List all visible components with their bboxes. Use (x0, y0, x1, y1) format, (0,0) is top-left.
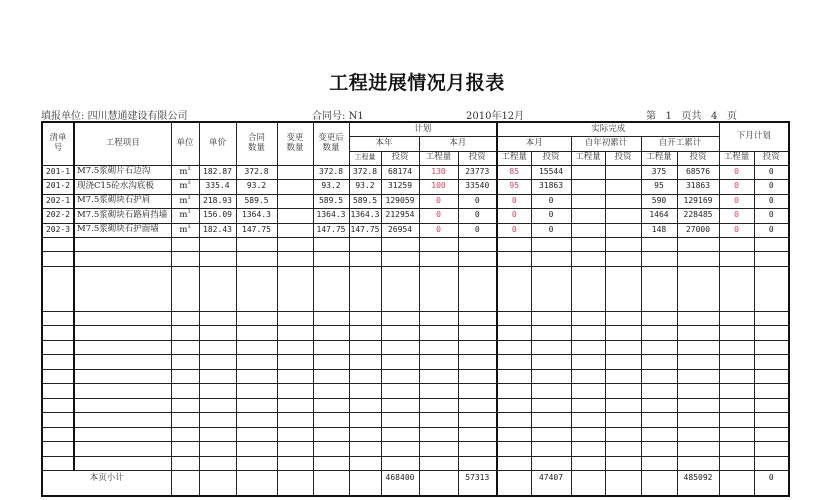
header-plan-month-qty: 工程量 (419, 151, 458, 165)
cell-plan-month-qty: 130 (419, 165, 458, 179)
cell-actual-total-qty: 590 (641, 194, 677, 208)
header-contract-qty: 合同 数量 (236, 122, 277, 165)
cell-price: 156.09 (199, 208, 236, 223)
cell-actual-month-qty: 0 (497, 223, 531, 237)
cell-price: 335.4 (199, 179, 236, 194)
cell-actual-total-qty: 1464 (641, 208, 677, 223)
cell-plan-year-qty: 1364.3 (349, 208, 381, 223)
cell-actual-ytd-invest (605, 194, 641, 208)
cell-item-no: 201-1 (42, 165, 74, 179)
cell-plan-year-invest: 31259 (381, 179, 419, 194)
header-next-invest: 投资 (754, 151, 789, 165)
header-project: 工程项目 (74, 122, 171, 165)
header-actual-ytd: 自年初累计 (571, 136, 641, 151)
cell-actual-total-invest: 228485 (677, 208, 719, 223)
cell-contract-qty: 372.8 (236, 165, 277, 179)
cell-contract-qty: 93.2 (236, 179, 277, 194)
header-actual-month-invest: 投资 (531, 151, 571, 165)
cell-plan-year-qty: 93.2 (349, 179, 381, 194)
header-actual-total: 自开工累计 (641, 136, 719, 151)
empty-row (42, 251, 789, 266)
cell-next-qty: 0 (719, 208, 754, 223)
header-next-qty: 工程量 (719, 151, 754, 165)
cell-plan-year-invest: 129059 (381, 194, 419, 208)
page-suffix: 页 (726, 111, 737, 122)
cell-actual-month-invest: 0 (531, 223, 571, 237)
cell-actual-month-qty: 95 (497, 179, 531, 194)
progress-report-table (41, 121, 790, 497)
empty-row (42, 354, 789, 369)
cell-plan-month-qty: 0 (419, 223, 458, 237)
cell-project: M7.5浆砌块石路肩挡墙 (74, 208, 171, 223)
table-row (42, 208, 789, 223)
filing-unit (41, 107, 188, 122)
cell-actual-total-invest: 27000 (677, 223, 719, 237)
cell-after-change-qty: 1364.3 (313, 208, 349, 223)
header-plan-month-invest: 投资 (458, 151, 497, 165)
cell-project: 现浇C15砼水沟底板 (74, 179, 171, 194)
cell-item-no: 201-2 (42, 179, 74, 194)
filing-unit-label: 填报单位: (41, 111, 85, 122)
cell-plan-month-invest: 23773 (458, 165, 497, 179)
cell-item-no: 202-1 (42, 194, 74, 208)
cell-next-qty: 0 (719, 223, 754, 237)
cell-next-invest: 0 (754, 208, 789, 223)
empty-row (42, 441, 789, 456)
cell-plan-year-qty: 589.5 (349, 194, 381, 208)
cell-item-no: 202-2 (42, 208, 74, 223)
cell-change-qty (277, 179, 313, 194)
filing-unit-value: 四川慧通建设有限公司 (87, 111, 188, 122)
contract-value: N1 (348, 111, 364, 122)
page-prefix: 第 (646, 111, 656, 122)
cell-unit: $m^3$ (171, 165, 199, 179)
subtotal-plan-year-invest: 468400 (381, 470, 419, 496)
cell-actual-month-invest: 0 (531, 194, 571, 208)
empty-row (42, 456, 789, 470)
cell-change-qty (277, 194, 313, 208)
cell-actual-ytd-invest (605, 208, 641, 223)
cell-change-qty (277, 223, 313, 237)
cell-next-qty: 0 (719, 165, 754, 179)
cell-actual-total-invest: 68576 (677, 165, 719, 179)
cell-project: M7.5浆砌块石护肩 (74, 194, 171, 208)
cell-after-change-qty: 372.8 (313, 165, 349, 179)
cell-plan-month-invest: 0 (458, 223, 497, 237)
cell-next-invest: 0 (754, 194, 789, 208)
header-unit: 单位 (171, 122, 199, 165)
empty-row (42, 237, 789, 251)
cell-after-change-qty: 147.75 (313, 223, 349, 237)
empty-row (42, 325, 789, 340)
cell-plan-month-qty: 0 (419, 194, 458, 208)
cell-actual-month-qty: 0 (497, 208, 531, 223)
cell-actual-total-qty: 95 (641, 179, 677, 194)
empty-row (42, 340, 789, 354)
table-row (42, 165, 789, 179)
header-next-month: 下月计划 (719, 122, 789, 151)
cell-actual-ytd-invest (605, 179, 641, 194)
header-item-no: 清单 号 (42, 122, 74, 165)
cell-actual-month-invest: 0 (531, 208, 571, 223)
header-change-qty: 变更 数量 (277, 122, 313, 165)
header-actual-month: 本月 (497, 136, 571, 151)
table-row (42, 194, 789, 208)
cell-actual-total-qty: 375 (641, 165, 677, 179)
cell-next-invest: 0 (754, 179, 789, 194)
cell-after-change-qty: 589.5 (313, 194, 349, 208)
header-plan-year: 本年 (349, 136, 419, 151)
cell-unit: $m^3$ (171, 194, 199, 208)
cell-actual-month-qty: 85 (497, 165, 531, 179)
cell-unit: $m^3$ (171, 223, 199, 237)
header-actual-ytd-qty: 工程量 (571, 151, 605, 165)
cell-plan-year-invest: 68174 (381, 165, 419, 179)
cell-plan-month-qty: 100 (419, 179, 458, 194)
cell-plan-month-invest: 33540 (458, 179, 497, 194)
cell-plan-year-qty: 372.8 (349, 165, 381, 179)
cell-next-qty: 0 (719, 179, 754, 194)
cell-unit: $m^3$ (171, 208, 199, 223)
cell-actual-ytd-invest (605, 223, 641, 237)
page-mid: 页共 (681, 111, 702, 122)
cell-price: 182.43 (199, 223, 236, 237)
cell-contract-qty: 1364.3 (236, 208, 277, 223)
cell-plan-year-invest: 212954 (381, 208, 419, 223)
cell-item-no: 202-3 (42, 223, 74, 237)
subtotal-actual-month-invest: 47407 (531, 470, 571, 496)
cell-plan-year-invest: 26954 (381, 223, 419, 237)
contract-number (312, 107, 364, 122)
cell-next-invest: 0 (754, 223, 789, 237)
cell-plan-month-invest: 0 (458, 194, 497, 208)
cell-price: 182.87 (199, 165, 236, 179)
cell-next-qty: 0 (719, 194, 754, 208)
cell-actual-total-invest: 129169 (677, 194, 719, 208)
subtotal-label: 本页小计 (42, 470, 171, 496)
empty-row (42, 369, 789, 383)
subtotal-row (42, 470, 789, 496)
subtotal-plan-month-invest: 57313 (458, 470, 497, 496)
cell-actual-month-invest: 31863 (531, 179, 571, 194)
header-actual-ytd-invest: 投资 (605, 151, 641, 165)
cell-plan-month-qty: 0 (419, 208, 458, 223)
cell-project: M7.5浆砌块石护面墙 (74, 223, 171, 237)
cell-actual-ytd-qty (571, 194, 605, 208)
empty-row (42, 427, 789, 441)
page-total: 4 (711, 111, 718, 122)
empty-row (42, 398, 789, 412)
header-actual-month-qty: 工程量 (497, 151, 531, 165)
subtotal-actual-total-invest: 485092 (677, 470, 719, 496)
header-price: 单价 (199, 122, 236, 165)
empty-row (42, 383, 789, 398)
header-plan-month: 本月 (419, 136, 497, 151)
table-row (42, 223, 789, 237)
cell-unit: $m^3$ (171, 179, 199, 194)
cell-next-invest: 0 (754, 165, 789, 179)
cell-after-change-qty: 93.2 (313, 179, 349, 194)
empty-row (42, 311, 789, 325)
page-number: 1 (665, 111, 672, 122)
cell-contract-qty: 589.5 (236, 194, 277, 208)
header-actual-total-qty: 工程量 (641, 151, 677, 165)
header-actual: 实际完成 (497, 122, 719, 136)
header-plan: 计划 (349, 122, 497, 136)
cell-plan-month-invest: 0 (458, 208, 497, 223)
report-period: 2010年12月 (466, 111, 525, 122)
empty-row (42, 266, 789, 311)
cell-actual-ytd-qty (571, 208, 605, 223)
cell-actual-month-qty: 0 (497, 194, 531, 208)
cell-project: M7.5浆砌片石边沟 (74, 165, 171, 179)
page-indicator (646, 107, 737, 122)
cell-plan-year-qty: 147.75 (349, 223, 381, 237)
cell-actual-total-invest: 31863 (677, 179, 719, 194)
report-title: 工程进展情况月报表 (329, 72, 505, 94)
cell-actual-ytd-invest (605, 165, 641, 179)
empty-row (42, 412, 789, 427)
cell-actual-ytd-qty (571, 179, 605, 194)
table-row (42, 179, 789, 194)
header-plan-year-qty: 工程量 (349, 151, 381, 165)
cell-actual-ytd-qty (571, 165, 605, 179)
contract-label: 合同号: (312, 111, 346, 122)
cell-change-qty (277, 208, 313, 223)
cell-change-qty (277, 165, 313, 179)
cell-actual-ytd-qty (571, 223, 605, 237)
header-after-change-qty: 变更后 数量 (313, 122, 349, 165)
header-actual-total-invest: 投资 (677, 151, 719, 165)
header-plan-year-invest: 投资 (381, 151, 419, 165)
cell-contract-qty: 147.75 (236, 223, 277, 237)
subtotal-next-invest: 0 (754, 470, 789, 496)
cell-price: 218.93 (199, 194, 236, 208)
cell-actual-total-qty: 148 (641, 223, 677, 237)
cell-actual-month-invest: 15544 (531, 165, 571, 179)
